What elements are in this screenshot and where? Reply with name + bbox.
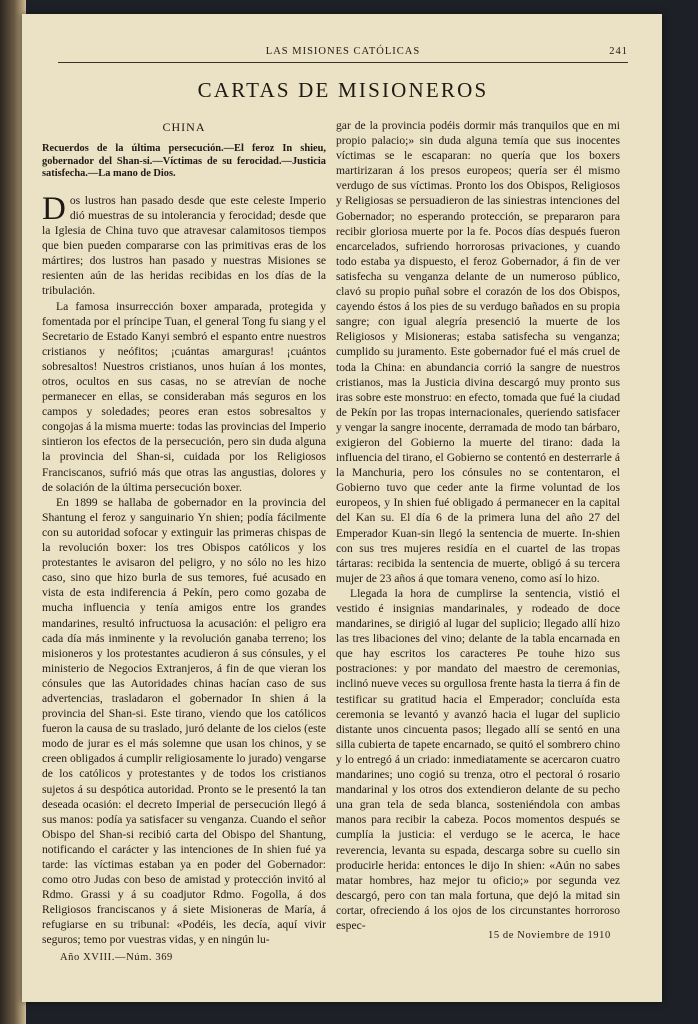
left-column bbox=[42, 118, 326, 948]
section-heading: CHINA bbox=[162, 120, 206, 134]
paragraph bbox=[42, 190, 326, 299]
paragraph: gar de la provincia podéis dormir más tranquilos que en mi propio palacio;» sin duda alguna temía que sus inocentes víctimas se le escaparan: no quería que los boxers martirizaran á los presos europeos; quería ser él mismo verdugo de sus víctimas. Pronto los dos Obispos, Religiosos y Religiosas se persuadieron de las siniestras intenciones del Gobernador; no esperando protección, se prepararon para recibir gloriosa muerte por la fe. Pocos días después fueron encarcelados, sufriendo horrorosas privaciones, y cuando todo estaba ya dispuesto, el feroz Gobernador, á fin de ver satisfecha su venganza delante de un numeroso público, clavó su propio puñal sobre el corazón de los dos Obispos, cayendo éstos á los pies de su verdugo bañados en su propia sangre; con igual alegría presenció la muerte de los Religiosos y Misioneras; estaba satisfecha su venganza; cumplido su juramento. Este gobernador fué el más cruel de toda la China: en abundancia corrió la sangre de nuestros cristianos, mas la Justicia divina descargó muy pronto sus iras sobre este monstruo: en efecto, tomada que fué la ciudad de Pekín por las tropas internacionales, queriendo satisfacer y vengar la sangre inocente, derramada de modo tan bárbaro, exigieron del Gobierno la muerte del tirano: dada la influencia del tirano, el Gobierno se contentó en desterrarle á la Manchuria, pero los cónsules no se contentaron, el Gobierno tuvo que ceder ante la firme voluntad de los europeos, y In shien fué obligado á permanecer en la capital del Kan su. El día 6 de la primera luna del año 27 del Emperador Kuan-sin llegó la sentencia de muerte. In-shien con sus tres mujeres residía en el cuartel de las tropas tártaras: recibida la sentencia de muerte, obligó á su tercera mujer de 23 años á que tomara veneno, como así lo hizo. bbox=[336, 119, 620, 585]
running-title: LAS MISIONES CATÓLICAS bbox=[265, 46, 421, 57]
issue-number: Año XVIII.—Núm. 369 bbox=[60, 952, 173, 963]
right-column bbox=[336, 118, 620, 933]
article-title: CARTAS DE MISIONEROS bbox=[197, 78, 489, 102]
paragraph: Llegada la hora de cumplirse la sentencia, vistió el vestido é insignias mandarinales, y rodeado de doce mandarines, se dirigió al lugar del suplicio; llegado allí hizo las tres libaciones del vino; delante de la tabla encarnada en que hay escritos los caracteres Pe touhe hizo sus postraciones: y por mandato del maestro de ceremonias, inclinó nueve veces su orgullosa frente hasta la tierra á fin de testificar su gratitud hacia el Emperador; concluída esta ceremonia se levantó y avanzó hacia el lugar del suplicio distante unos cincuenta pasos; llegado allí se sentó en una silla cubierta de tapete encarnado, se quitó el sombrero chino y lo entregó á un criado: inmediatamente se acercaron cuatro mandarines; uno cogió su trenza, otro el pectoral ó rosario mandarinal y los otros dos extendieron delante de su pecho una gran tela de seda blanca, sosteniéndola con ambas manos para recibir la cabeza. Pocos momentos después se cumplía la justicia: el verdugo se le acerca, le hace reverencia, levanta su espada, descarga sobre su cuello sin producirle herida: entonces le dijo In shien: «Aún no sabes matar hombres, haz mejor tu oficio;» por segunda vez descargó, pero con tan mala fortuna, que dejó la mitad sin cortar, ofreciendo á los ojos de los circunstantes horroroso espec- bbox=[336, 586, 620, 932]
article-summary: Recuerdos de la última persecución.—El feroz In shieu, gobernador del Shan-si.—Víctimas de su ferocidad.—Justicia satisfecha.—La mano de Dios. bbox=[42, 143, 326, 180]
page-number: 241 bbox=[609, 46, 628, 57]
paragraph-text: os lustros han pasado desde que este celeste Imperio dió muestras de su intolerancia y ferocidad; desde que la Iglesia de China tuvo que atravesar calamitosos tiempos que bien pueden compararse con las primitivas eras de los mártires; dos lustros han pasado y nuestras Misiones se resienten aún de las heridas recibidas en los días de la tribulación. bbox=[42, 193, 326, 298]
drop-cap: D bbox=[42, 190, 66, 227]
running-header bbox=[58, 44, 628, 63]
issue-date: 15 de Noviembre de 1910 bbox=[488, 930, 611, 941]
paragraph: La famosa insurrección boxer amparada, protegida y fomentada por el príncipe Tuan, el general Tong fu siang y el Secretario de Estado Kanyi sembró el espanto entre nuestros cristianos y neófitos; ¡cuántas amarguras! ¡cuántos sobresaltos! Nuestros cristianos, unos huían á los montes, otros, ocultos en sus casas, no se atrevían de noche permanecer en ellas, se consideraban más seguros en los campos y soledades; peores eran estos sobresaltos y congojas á la misma muerte: todas las provincias del Imperio sintieron los efectos de la persecución, pero sin duda alguna la provincia del Shan-si, cuidada por los Religiosos Franciscanos, sufrió más que otras las angustias, dolores y de solación de la última persecución boxer. bbox=[42, 299, 326, 494]
magazine-page bbox=[22, 14, 662, 1002]
paragraph: En 1899 se hallaba de gobernador en la provincia del Shantung el feroz y sanguinario Yn shien; podía fácilmente con su autoridad sofocar y extinguir las primeras chispas de la revolución boxer: los tres Obispos católicos y los protestantes le avisaron del peligro, y no sólo no les hizo caso, sino que hizo burla de sus temores, fué acusado en vista de esta indiferencia á Pekín, pero como gozaba de mucha influencia y tenía amigos entre los grandes mandarines, resultó infructuosa la acusación: el peligro era cada día más inminente y la revolución ganaba terreno; los misioneros y los protestantes acudieron á sus cónsules, y el ministerio de Negocios Extranjeros, á fin de que vieran los cónsules que las Autoridades chinas hacían caso de sus advertencias, trasladaron el gobernador In shien á la provincia del Shan-si. Este tirano, viendo que los católicos fueron la causa de su traslado, juró delante de los cielos (este modo de jurar es el más solemne que usan los chinos, y se creen obligados á cumplir religiosamente lo jurado) vengarse de los católicos y protestantes y de todos los cristianos sujetos á su despótica autoridad. Pronto se le presentó la tan deseada ocasión: el decreto Imperial de persecución llegó á sus manos: podía ya satisfacer su venganza. Cuando el señor Obispo del Shan-si recibió carta del Obispo del Shantung, notificando el carácter y las intenciones de In shien fué ya tarde: las víctimas estaban ya en poder del Gobernador: como otro Judas con beso de amistad y protección invitó al Rdmo. Grassi y á su coadjutor Rdmo. Fogolla, á dos Religiosos franciscanos y á siete Misioneras de María, á refugiarse en su tribunal: «Podéis, les decía, aquí vivir seguros; temo por vuestras vidas, y en ningún lu- bbox=[42, 495, 326, 947]
